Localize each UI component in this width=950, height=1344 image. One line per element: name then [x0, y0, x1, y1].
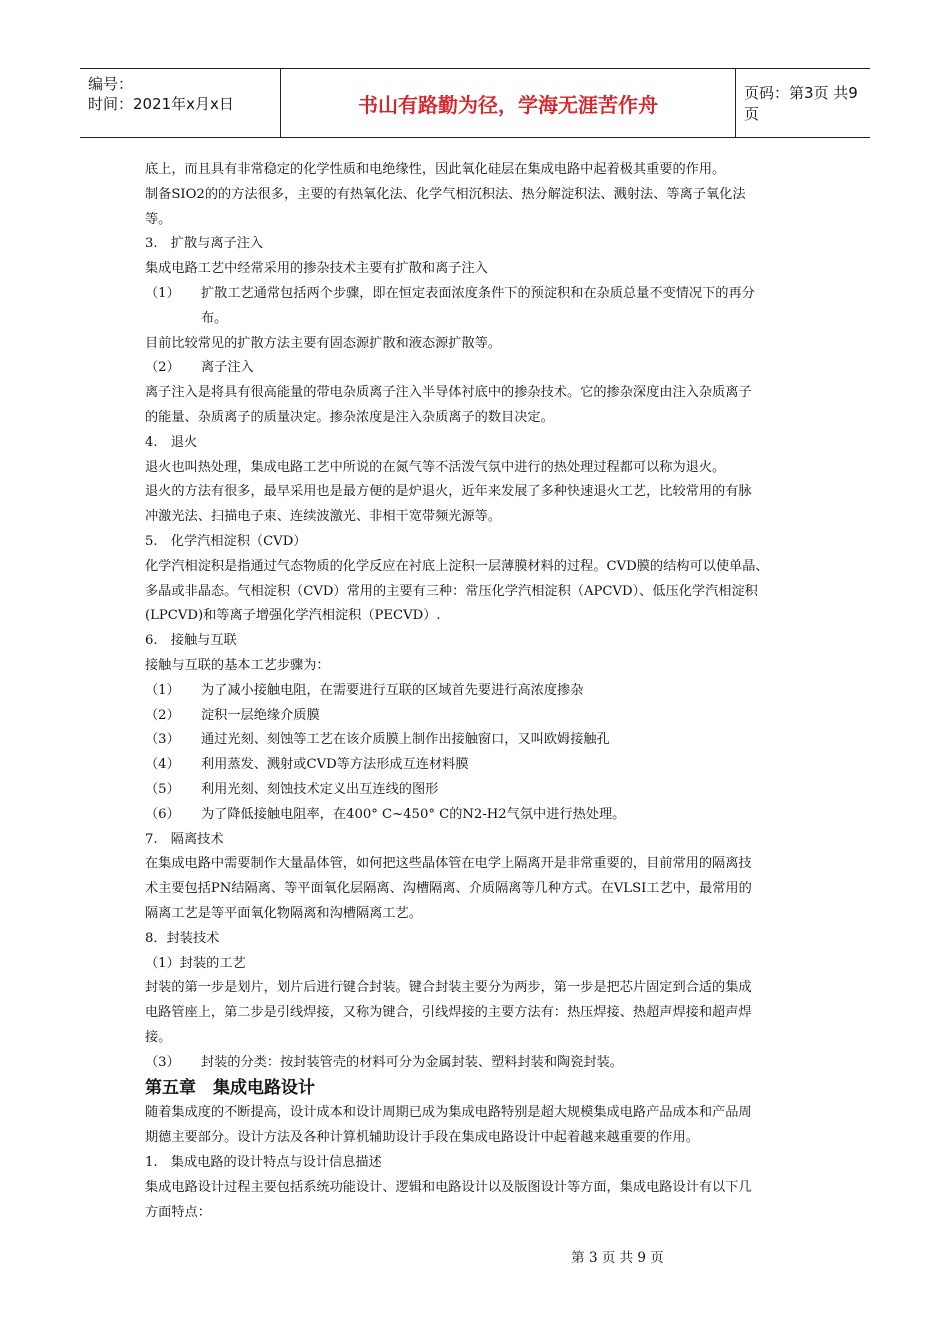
- line-text: 为了降低接触电阻率，在400° C~450° C的N2-H2气氛中进行热处理。: [201, 806, 626, 822]
- list-number: （2）: [145, 707, 180, 723]
- line-text: 在集成电路中需要制作大量晶体管，如何把这些晶体管在电学上隔离开是非常重要的，目前常用的隔离技: [145, 856, 752, 872]
- list-number: （3）: [145, 1054, 180, 1070]
- line-text: 期德主要部分。设计方法及各种计算机辅助设计手段在集成电路设计中起着越来越重要的作用。: [145, 1130, 699, 1146]
- line-text: 目前比较常见的扩散方法主要有固态源扩散和液态源扩散等。: [145, 335, 502, 351]
- line-text: 集成电路设计过程主要包括系统功能设计、逻辑和电路设计以及版图设计等方面，集成电路设计有以下几: [145, 1179, 752, 1195]
- number-label: 编号：: [88, 75, 134, 93]
- text-line: [145, 679, 825, 704]
- text-line: [145, 1151, 825, 1176]
- text-line: [145, 728, 825, 753]
- text-line: [145, 753, 825, 778]
- header-page-label: 页码：第3页 共9页: [744, 84, 858, 123]
- text-line: [145, 654, 825, 679]
- line-text: 冲激光法、扫描电子束、连续波激光、非相干宽带频光源等。: [145, 509, 502, 525]
- text-line: [145, 282, 825, 307]
- text-line: [145, 406, 825, 431]
- line-text: 通过光刻、刻蚀等工艺在该介质膜上制作出接触窗口，又叫欧姆接触孔: [201, 732, 610, 748]
- line-text: 6. 接触与互联: [145, 633, 237, 649]
- text-line: [145, 580, 825, 605]
- document-body: [145, 158, 825, 1225]
- text-line: [145, 1101, 825, 1126]
- line-text: 化学汽相淀积是指通过气态物质的化学反应在衬底上淀积一层薄膜材料的过程。CVD膜的结构可以使单晶、: [145, 558, 769, 574]
- line-text: 集成电路工艺中经常采用的掺杂技术主要有扩散和离子注入: [145, 261, 488, 277]
- line-text: 底上，而且具有非常稳定的化学性质和电绝缘性，因此氧化硅层在集成电路中起着极其重要的作用。: [145, 162, 726, 177]
- line-text: 布。: [201, 310, 228, 326]
- text-line: [145, 877, 825, 902]
- text-line: [145, 257, 825, 282]
- line-text: 扩散工艺通常包括两个步骤，即在恒定表面浓度条件下的预淀积和在杂质总量不变情况下的再分: [201, 285, 755, 301]
- line-text: 多晶或非晶态。气相淀积（CVD）常用的主要有三种：常压化学汽相淀积（APCVD）、低压化学汽相淀积: [145, 583, 758, 599]
- text-line: [145, 803, 825, 828]
- page-header: [80, 68, 870, 138]
- text-line: [145, 852, 825, 877]
- text-line: [145, 778, 825, 803]
- line-text: 封装的分类：按封装管壳的材料可分为金属封装、塑料封装和陶瓷封装。: [201, 1054, 623, 1070]
- line-text: (LPCVD)和等离子增强化学汽相淀积（PECVD）.: [145, 608, 441, 624]
- line-text: （1）封装的工艺: [145, 955, 246, 971]
- line-text: 接。: [145, 1029, 172, 1045]
- line-text: 离子注入: [201, 360, 254, 376]
- header-motto: 书山有路勤为径，学海无涯苦作舟: [280, 69, 736, 137]
- text-line: [145, 604, 825, 629]
- text-line: [145, 629, 825, 654]
- line-text: 利用蒸发、溅射或CVD等方法形成互连材料膜: [201, 757, 469, 773]
- list-number: （1）: [145, 682, 180, 698]
- list-number: （4）: [145, 757, 180, 773]
- text-line: [145, 456, 825, 481]
- line-text: 电路管座上，第二步是引线焊接，又称为键合，引线焊接的主要方法有：热压焊接、热超声焊接和超声焊: [145, 1005, 752, 1021]
- line-text: 4. 退火: [145, 434, 198, 450]
- line-text: 的能量、杂质离子的质量决定。掺杂浓度是注入杂质离子的数目决定。: [145, 409, 554, 425]
- line-text: 为了减小接触电阻，在需要进行互联的区域首先要进行高浓度掺杂: [201, 682, 584, 698]
- text-line: [145, 480, 825, 505]
- text-line: [145, 555, 825, 580]
- line-text: 离子注入是将具有很高能量的带电杂质离子注入半导体衬底中的掺杂技术。它的掺杂深度由注入杂质离子: [145, 385, 752, 401]
- list-number: （1）: [145, 285, 180, 301]
- text-line: [145, 332, 825, 357]
- text-line: [145, 704, 825, 729]
- list-number: （6）: [145, 806, 180, 822]
- line-text: 1. 集成电路的设计特点与设计信息描述: [145, 1155, 382, 1171]
- text-line: [145, 976, 825, 1001]
- text-line: [145, 902, 825, 927]
- line-text: 3. 扩散与离子注入: [145, 236, 264, 252]
- text-line: [145, 232, 825, 257]
- list-number: （2）: [145, 360, 180, 376]
- text-line: [145, 1051, 825, 1076]
- line-text: 利用光刻、刻蚀技术定义出互连线的图形: [201, 781, 439, 797]
- line-text: 退火也叫热处理，集成电路工艺中所说的在氮气等不活泼气氛中进行的热处理过程都可以称为退火。: [145, 459, 726, 475]
- text-line: [145, 208, 825, 233]
- line-text: 8．封装技术: [145, 930, 220, 946]
- line-text: 等。: [145, 211, 172, 227]
- chapter-heading: 第五章 集成电路设计: [145, 1078, 315, 1099]
- line-text: 隔离工艺是等平面氧化物隔离和沟槽隔离工艺。: [145, 905, 422, 921]
- text-line: [145, 1026, 825, 1051]
- line-text: 5. 化学汽相淀积（CVD）: [145, 533, 307, 549]
- line-text: 7. 隔离技术: [145, 831, 224, 847]
- text-line: [145, 927, 825, 952]
- text-line: [145, 952, 825, 977]
- line-text: 方面特点：: [145, 1204, 211, 1220]
- text-line: [145, 1001, 825, 1026]
- text-line: [145, 1126, 825, 1151]
- line-text: 退火的方法有很多，最早采用也是最方便的是炉退火，近年来发展了多种快速退火工艺，比较常用的有脉: [145, 484, 752, 500]
- text-line: [145, 530, 825, 555]
- text-line: [145, 158, 825, 183]
- text-line: [145, 505, 825, 530]
- header-meta: [80, 69, 280, 137]
- text-line: [145, 431, 825, 456]
- line-text: 淀积一层绝缘介质膜: [201, 707, 320, 723]
- text-line: [145, 828, 825, 853]
- text-line: [145, 1201, 825, 1226]
- line-text: 术主要包括PN结隔离、等平面氧化层隔离、沟槽隔离、介质隔离等几种方式。在VLSI工艺中，最常用的: [145, 881, 752, 897]
- text-line: [145, 1176, 825, 1201]
- text-line: [145, 183, 825, 208]
- text-line: [145, 381, 825, 406]
- line-text: 接触与互联的基本工艺步骤为：: [145, 657, 330, 673]
- text-line: [145, 307, 825, 332]
- date-label: 时间：2021年x月x日: [88, 95, 234, 113]
- list-number: （5）: [145, 781, 180, 797]
- line-text: 随着集成度的不断提高，设计成本和设计周期已成为集成电路特别是超大规模集成电路产品成本和产品周: [145, 1105, 752, 1121]
- line-text: 制备SIO2的的方法很多，主要的有热氧化法、化学气相沉积法、热分解淀积法、溅射法、等离子氧化法: [145, 186, 746, 202]
- page-footer: 第 3 页 共 9 页: [571, 1250, 664, 1266]
- list-number: （3）: [145, 732, 180, 748]
- line-text: 封装的第一步是划片，划片后进行键合封装。键合封装主要分为两步，第一步是把芯片固定到合适的集成: [145, 980, 752, 996]
- text-line: [145, 356, 825, 381]
